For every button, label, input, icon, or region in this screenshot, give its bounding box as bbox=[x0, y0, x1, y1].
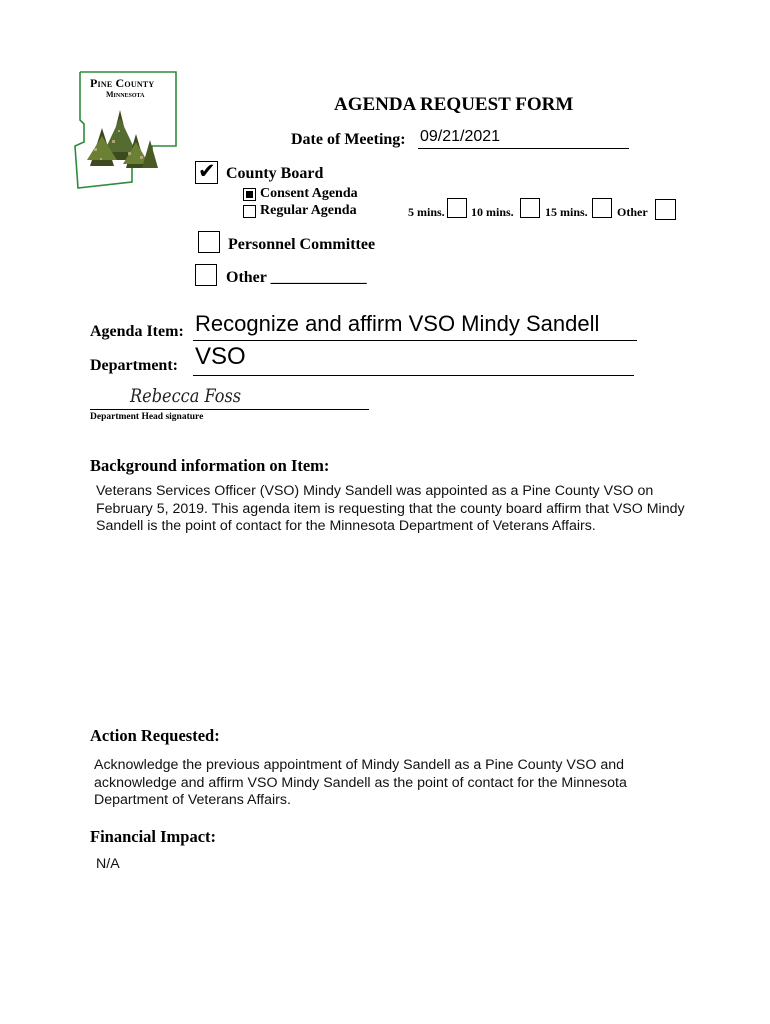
consent-agenda-label: Consent Agenda bbox=[260, 186, 358, 201]
time-10-label: 10 mins. bbox=[471, 205, 514, 219]
regular-agenda-label: Regular Agenda bbox=[260, 203, 357, 218]
consent-agenda-checkbox[interactable] bbox=[243, 188, 256, 201]
regular-agenda-checkbox[interactable] bbox=[243, 205, 256, 218]
date-label: Date of Meeting: bbox=[291, 131, 406, 148]
time-other-checkbox[interactable] bbox=[655, 199, 676, 220]
signature-image: Rebecca Foss bbox=[130, 385, 242, 407]
other-label: Other ____________ bbox=[226, 269, 367, 286]
financial-heading: Financial Impact: bbox=[90, 827, 217, 846]
time-other-label: Other bbox=[617, 205, 648, 219]
background-line-1: Veterans Services Officer (VSO) Mindy Sandell was appointed as a Pine County VSO on bbox=[96, 483, 654, 499]
action-line-2: acknowledge and affirm VSO Mindy Sandell as the point of contact for the Minnesota bbox=[94, 774, 627, 791]
county-board-label: County Board bbox=[226, 165, 324, 182]
time-5-checkbox[interactable] bbox=[447, 198, 467, 218]
time-15-label: 15 mins. bbox=[545, 205, 588, 219]
personnel-committee-label: Personnel Committee bbox=[228, 236, 376, 253]
action-line-1: Acknowledge the previous appointment of Mindy Sandell as a Pine County VSO and bbox=[94, 757, 624, 773]
background-heading: Background information on Item: bbox=[90, 456, 330, 475]
logo-line-2: Minnesota bbox=[106, 90, 145, 99]
department-label: Department: bbox=[90, 357, 178, 374]
form-title: AGENDA REQUEST FORM bbox=[334, 94, 574, 115]
background-line-3: Sandell is the point of contact for the Minnesota Department of Veterans Affairs. bbox=[96, 518, 596, 534]
department-underline bbox=[193, 375, 634, 376]
pine-county-logo bbox=[72, 70, 184, 192]
time-5-label: 5 mins. bbox=[408, 205, 445, 219]
agenda-item-field[interactable]: Recognize and affirm VSO Mindy Sandell bbox=[195, 311, 600, 336]
personnel-committee-checkbox[interactable] bbox=[198, 231, 220, 253]
other-checkbox[interactable] bbox=[195, 264, 217, 286]
date-underline bbox=[418, 148, 629, 149]
time-15-checkbox[interactable] bbox=[592, 198, 612, 218]
checkmark-icon: ✔ bbox=[198, 159, 216, 183]
action-heading: Action Requested: bbox=[90, 726, 220, 745]
logo-line-1: Pine County bbox=[90, 76, 155, 90]
action-line-3: Department of Veterans Affairs. bbox=[94, 792, 291, 808]
signature-caption: Department Head signature bbox=[90, 412, 204, 422]
action-text[interactable] bbox=[94, 757, 754, 810]
financial-field[interactable]: N/A bbox=[96, 856, 120, 872]
county-board-checkbox[interactable] bbox=[195, 161, 218, 184]
background-line-2: February 5, 2019. This agenda item is requesting that the county board affirm that VSO Mindy bbox=[96, 500, 685, 517]
department-field[interactable]: VSO bbox=[195, 343, 246, 370]
signature-line bbox=[90, 409, 369, 410]
agenda-item-label: Agenda Item: bbox=[90, 323, 184, 340]
time-10-checkbox[interactable] bbox=[520, 198, 540, 218]
background-text[interactable] bbox=[96, 483, 756, 536]
date-field[interactable]: 09/21/2021 bbox=[420, 128, 501, 145]
filled-square-icon bbox=[246, 191, 253, 198]
agenda-item-underline bbox=[193, 340, 637, 341]
